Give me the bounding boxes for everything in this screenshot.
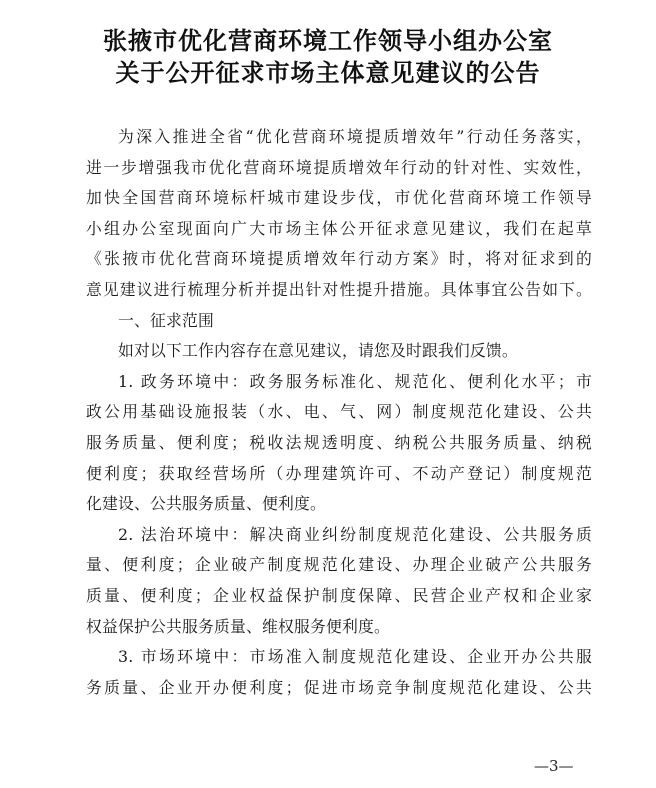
intro-line: 进一步增强我市优化营商环境提质增效年行动的针对性、实效性， bbox=[86, 157, 592, 177]
item1-line: 1. 政务环境中：政务服务标准化、规范化、便利化水平；市 bbox=[118, 371, 592, 391]
intro-line: 小组办公室现面向广大市场主体公开征求意见建议，我们在起草 bbox=[86, 218, 592, 238]
intro-line: 《张掖市优化营商环境提质增效年行动方案》时，将对征求到的 bbox=[86, 249, 592, 269]
item3-line: 3. 市场环境中：市场准入制度规范化建设、企业开办公共服 bbox=[118, 647, 592, 667]
item1-line: 政公用基础设施报装（水、电、气、网）制度规范化建设、公共 bbox=[86, 402, 592, 422]
intro-line: 意见建议进行梳理分析并提出针对性提升措施。具体事宜公告如下。 bbox=[86, 279, 592, 299]
intro-line: 为深入推进全省“优化营商环境提质增效年”行动任务落实， bbox=[118, 127, 592, 146]
section-heading: 一、征求范围 bbox=[118, 310, 214, 330]
item2-line: 量、便利度；企业破产制度规范化建设、办理企业破产公共服务 bbox=[86, 555, 592, 575]
item1-line: 服务质量、便利度；税收法规透明度、纳税公共服务质量、纳税 bbox=[86, 432, 592, 452]
section-lead: 如对以下工作内容存在意见建议，请您及时跟我们反馈。 bbox=[118, 341, 518, 361]
item2-line: 2. 法治环境中：解决商业纠纷制度规范化建设、公共服务质 bbox=[118, 524, 592, 544]
item3-line: 务质量、企业开办便利度；促进市场竞争制度规范化建设、公共 bbox=[86, 677, 592, 697]
item1-line: 化建设、公共服务质量、便利度。 bbox=[86, 494, 326, 514]
item2-line: 权益保护公共服务质量、维权服务便利度。 bbox=[86, 616, 390, 636]
document-body bbox=[86, 122, 592, 703]
item2-line: 质量、便利度；企业权益保护制度保障、民营企业产权和企业家 bbox=[86, 585, 592, 605]
item1-line: 便利度；获取经营场所（办理建筑许可、不动产登记）制度规范 bbox=[86, 463, 592, 483]
document-title-line-2: 关于公开征求市场主体意见建议的公告 bbox=[115, 59, 541, 87]
page-number: —3— bbox=[534, 757, 574, 775]
document-title-line-1: 张掖市优化营商环境工作领导小组办公室 bbox=[103, 27, 553, 55]
intro-line: 加快全国营商环境标杆城市建设步伐，市优化营商环境工作领导 bbox=[86, 188, 592, 208]
